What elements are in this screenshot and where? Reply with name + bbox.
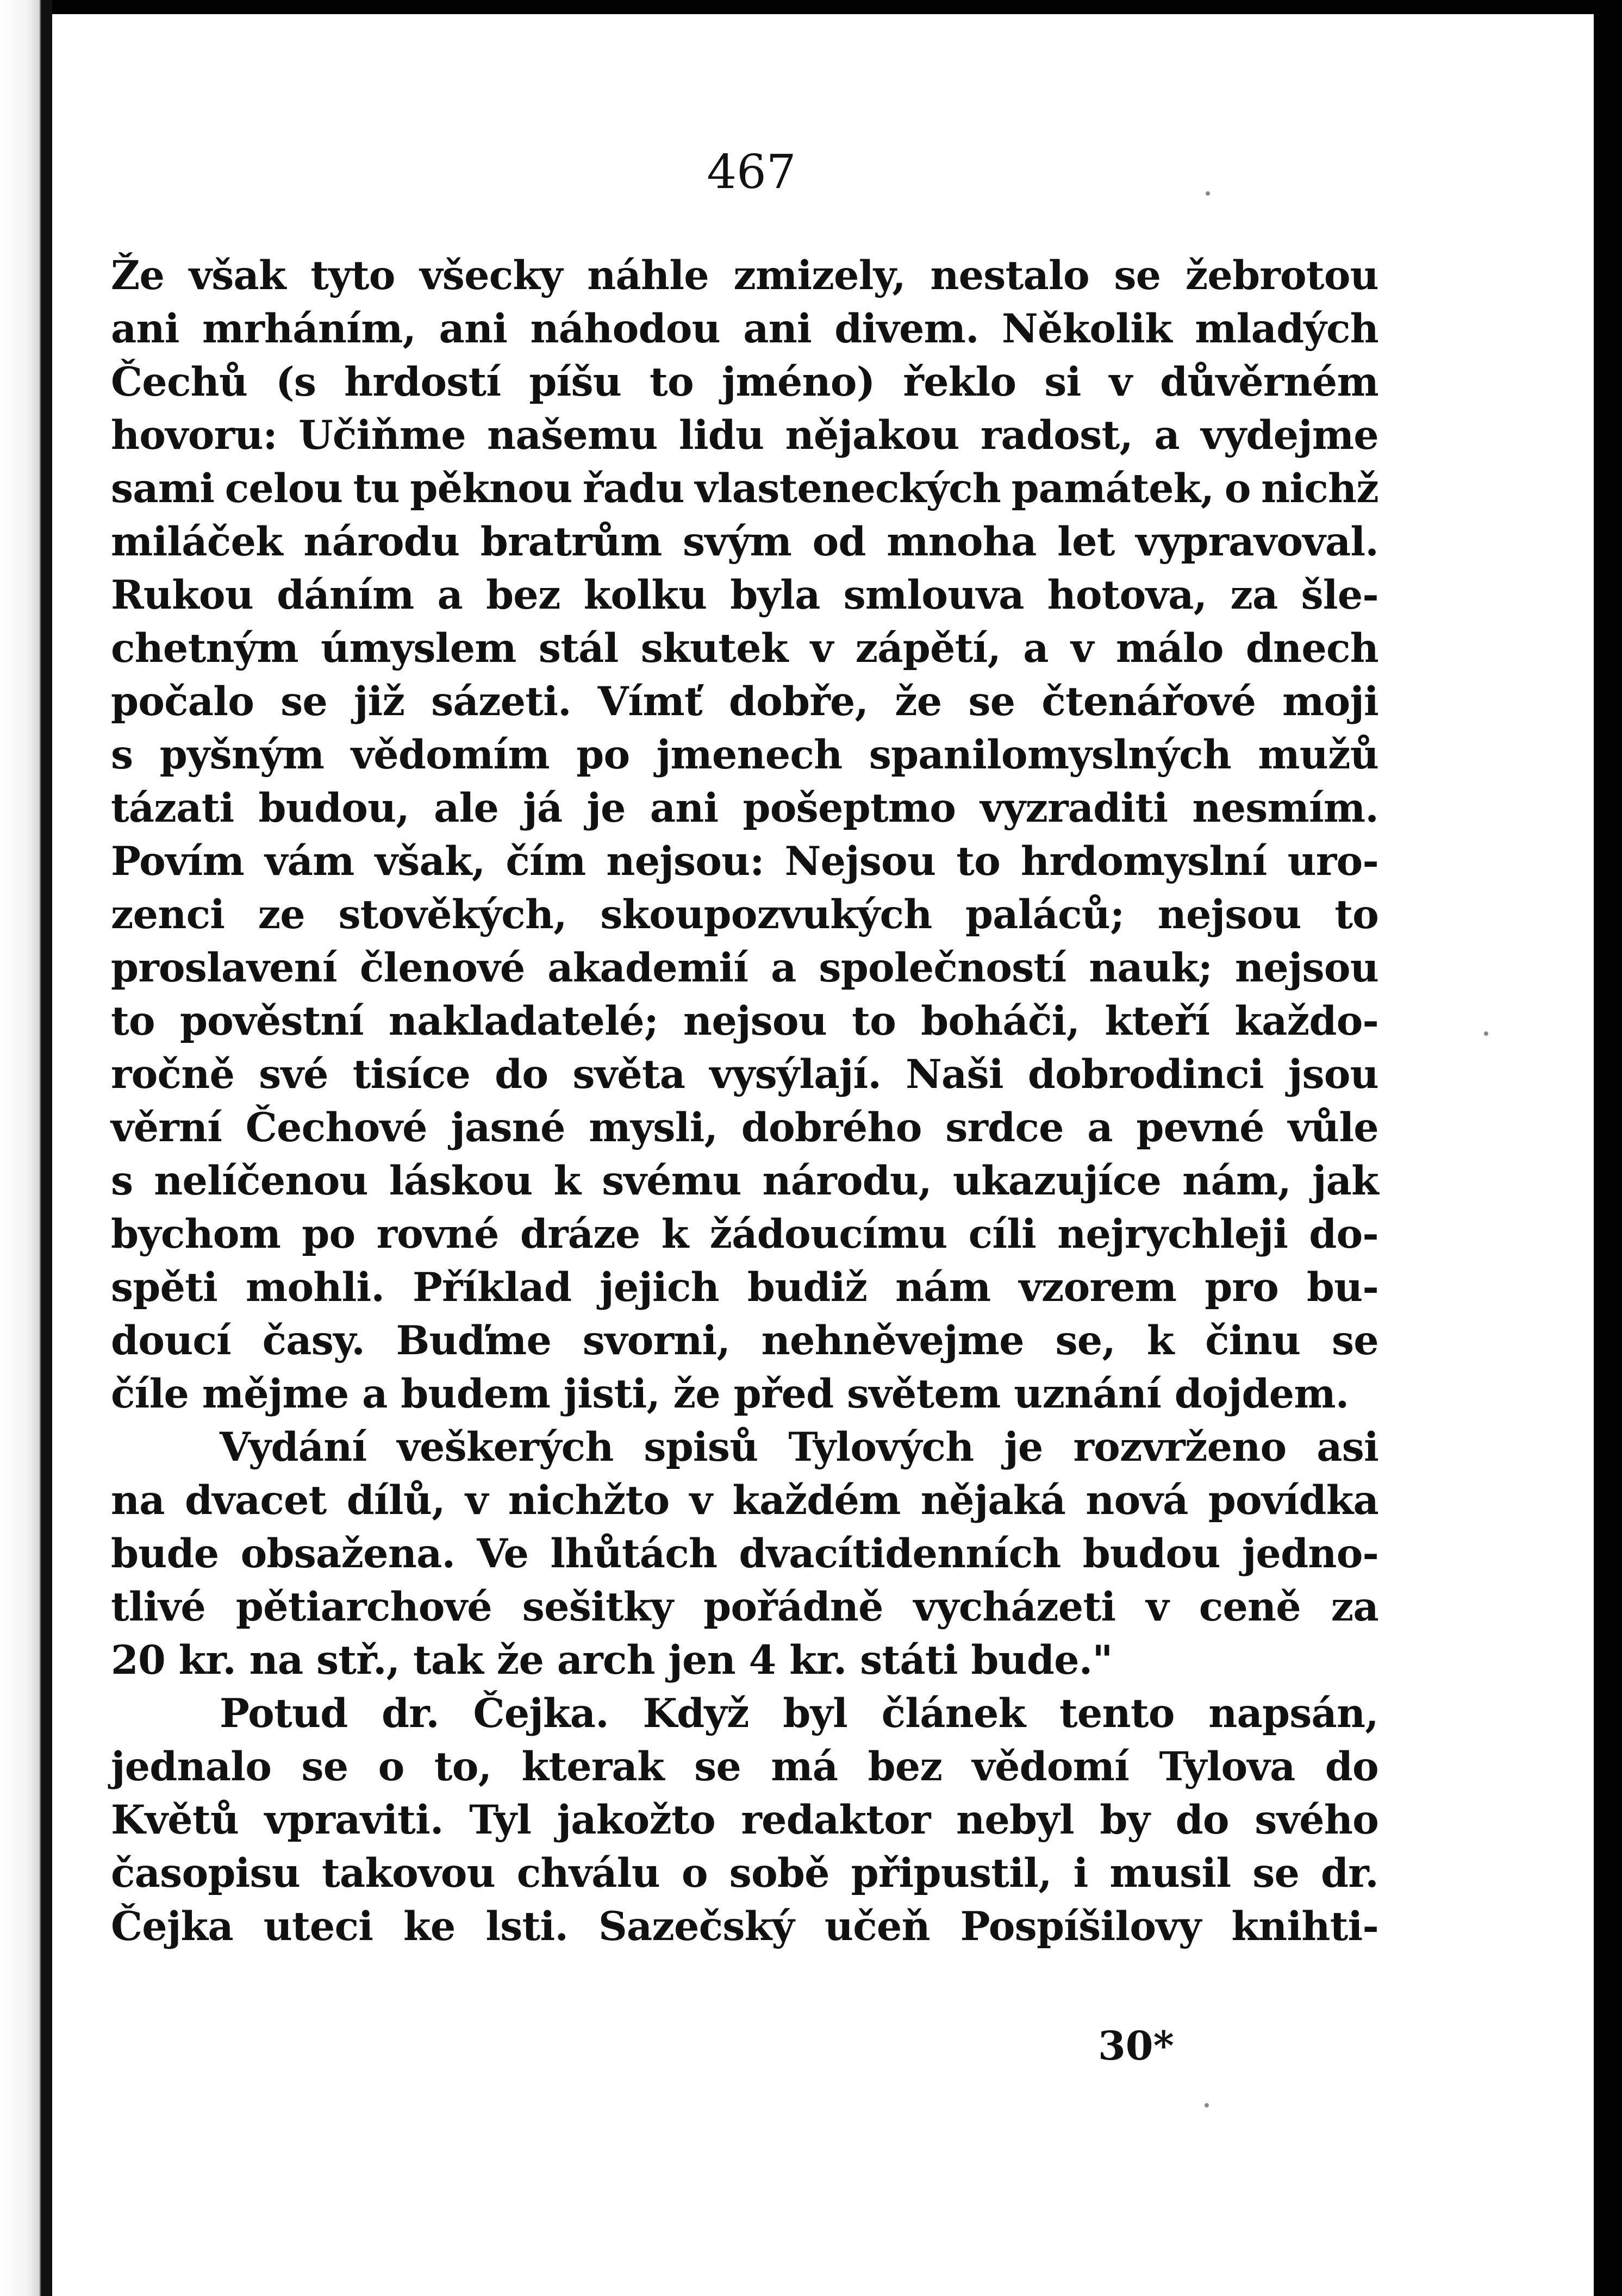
text-line: s pyšným vědomím po jmenech spanilomyslných mužů [111,731,1378,778]
text-line: bude obsažena. Ve lhůtách dvacítidenních budou jedno- [111,1530,1378,1577]
scan-edge-left [0,0,52,2296]
text-line: hovoru: Učiňme našemu lidu nějakou radost, a vydejme [111,412,1378,459]
text-line: proslavení členové akademií a společností nauk; nejsou [111,944,1378,991]
text-line: miláček národu bratrům svým od mnoha let vypravoval. [111,518,1378,565]
text-line: počalo se již sázeti. Vímť dobře, že se čtenářové moji [111,678,1378,725]
text-line: s nelíčenou láskou k svému národu, ukazujíce nám, jak [111,1158,1378,1204]
text-line: zenci ze stověkých, skoupozvukých paláců; nejsou to [111,891,1378,938]
scan-edge-top [0,0,1622,14]
text-line: ani mrháním, ani náhodou ani divem. Několik mladých [111,305,1378,352]
text-line: časopisu takovou chválu o sobě připustil, i musil se dr. [111,1850,1378,1897]
text-line: Květů vpraviti. Tyl jakožto redaktor nebyl by do svého [111,1797,1378,1843]
text-line: 20 kr. na stř., tak že arch jen 4 kr. státi bude." [111,1637,1113,1684]
text-line: věrní Čechové jasné mysli, dobrého srdce a pevné vůle [111,1104,1378,1151]
scan-speck [1205,2103,1209,2107]
text-line: to pověstní nakladatelé; nejsou to boháči, kteří každo- [111,998,1378,1044]
text-line: sami celou tu pěknou řadu vlasteneckých památek, o nichž [111,465,1378,512]
text-line: na dvacet dílů, v nichžto v každém nějaká nová povídka [111,1477,1378,1524]
scan-speck [1206,191,1210,196]
text-line: Potud dr. Čejka. Když byl článek tento napsán, [220,1690,1378,1737]
scan-speck [1484,1031,1488,1036]
text-line: Povím vám však, čím nejsou: Nejsou to hrdomyslní uro- [111,838,1378,885]
text-line: jednalo se o to, kterak se má bez vědomí Tylova do [111,1743,1378,1790]
text-line: číle mějme a budem jisti, že před světem uznání dojdem. [111,1371,1349,1417]
sheet-signature-mark: 30* [1098,2023,1174,2069]
text-line: doucí časy. Buďme svorni, nehněvejme se, k činu se [111,1317,1378,1364]
text-line: Rukou dáním a bez kolku byla smlouva hotova, za šle- [111,572,1378,618]
text-line: ročně své tisíce do světa vysýlají. Naši dobrodinci jsou [111,1051,1378,1098]
text-line: Čejka uteci ke lsti. Sazečský učeň Pospíšilovy knihti- [111,1903,1378,1950]
body-text [111,249,1378,1953]
page-number: 467 [707,145,796,199]
text-line: spěti mohli. Příklad jejich budiž nám vzorem pro bu- [111,1264,1378,1311]
scan-edge-right [1594,0,1622,2296]
text-line: bychom po rovné dráze k žádoucímu cíli nejrychleji do- [111,1211,1378,1258]
text-line: Čechů (s hrdostí píšu to jméno) řeklo si v důvěrném [111,359,1378,405]
text-line: tázati budou, ale já je ani pošeptmo vyzraditi nesmím. [111,785,1378,831]
text-line: chetným úmyslem stál skutek v zápětí, a v málo dnech [111,625,1378,672]
text-line: Vydání veškerých spisů Tylových je rozvrženo asi [220,1424,1378,1471]
text-line: tlivé pětiarchové sešitky pořádně vycházeti v ceně za [111,1584,1378,1630]
text-line: Že však tyto všecky náhle zmizely, nestalo se žebrotou [111,252,1378,299]
